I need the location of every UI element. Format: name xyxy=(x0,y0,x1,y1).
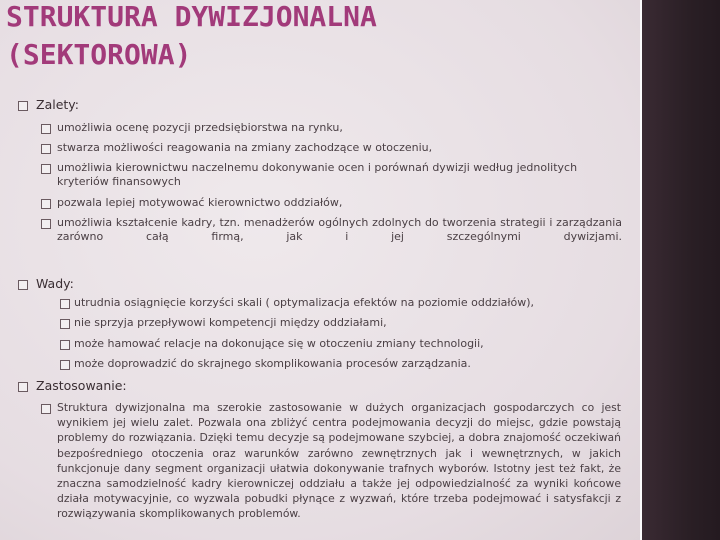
bullet-box-icon xyxy=(60,340,70,350)
section-label-wady: Wady: xyxy=(36,276,74,291)
bullet-box-icon xyxy=(60,319,70,329)
bullet-box-icon xyxy=(41,219,51,229)
bullet-box-icon xyxy=(41,144,51,154)
bullet-box-icon xyxy=(41,199,51,209)
title-line-1: STRUKTURA DYWIZJONALNA xyxy=(6,0,377,33)
section-label-zalety: Zalety: xyxy=(36,97,79,112)
bullet-box-icon xyxy=(41,164,51,174)
title-line-2: (SEKTOROWA) xyxy=(6,38,192,71)
bullet-box-icon xyxy=(18,382,28,392)
bullet-box-icon xyxy=(41,124,51,134)
bullet-box-icon xyxy=(18,101,28,111)
slide-title xyxy=(6,0,626,74)
zastosowanie-paragraph: Struktura dywizjonalna ma szerokie zastosowanie w dużych organizacjach gospodarczych co jest wynikiem jej wielu zalet. Pozwala ona zbliżyć centra podejmowania decyzji do miejsc, gdzie powstają problemy do rozwiązania. Dzięki temu decyzje są podejmowane szybciej, a dobra znajomość oczekiwań bezpośredniego otoczenia oraz warunków zarówno zewnętrznych jak i wewnętrznych, w jakich funkcjonuje dany segment organizacji ułatwia dokonywanie trafnych wyborów. Istotny jest też fakt, że znaczna samodzielność kadry kierowniczej oddziału a także jej odpowiedzialność za wyniki końcowe działa motywacyjnie, co wyzwala pobudki płynące z wyzwań, które trzeba podejmować i satysfakcji z rozwiązywania skomplikowanych problemów. xyxy=(57,401,621,521)
bullet-box-icon xyxy=(60,299,70,309)
section-label-zastosowanie: Zastosowanie: xyxy=(36,378,127,393)
bullet-box-icon xyxy=(60,360,70,370)
bullet-box-icon xyxy=(18,280,28,290)
bullet-box-icon xyxy=(41,404,51,414)
side-decoration-panel xyxy=(642,0,720,540)
